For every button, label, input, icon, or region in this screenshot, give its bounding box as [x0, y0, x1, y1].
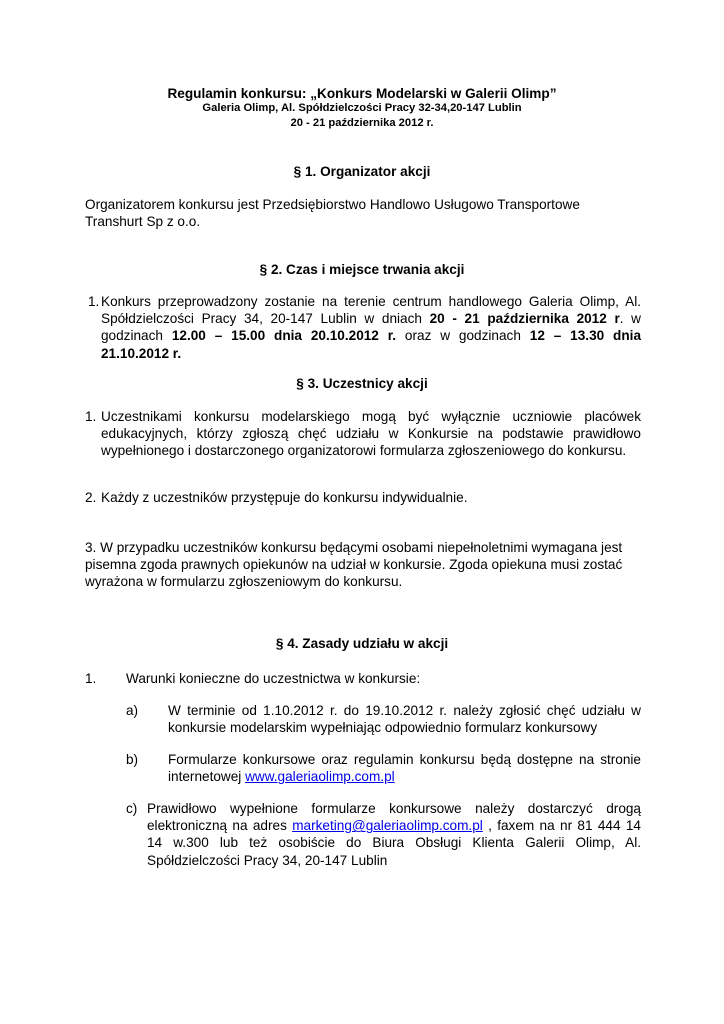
section-1-text-line-2: Transhurt Sp z o.o.	[85, 214, 201, 229]
section-4-a-label: a)	[126, 703, 139, 718]
section-2-heading: § 2. Czas i miejsce trwania akcji	[259, 262, 465, 277]
section-2-hours-day2-bold: 12 – 13.30 dnia 21.10.2012 r.	[101, 328, 641, 361]
section-4-b-label: b)	[126, 752, 139, 767]
section-2-hours-day1-bold: 12.00 – 15.00 dnia 20.10.2012 r.	[171, 328, 397, 344]
section-4-c-label: c)	[126, 801, 138, 816]
section-4-heading: § 4. Zasady udziału w akcji	[275, 636, 449, 651]
section-3-item-2-text: Każdy z uczestników przystępuje do konkursu indywidualnie.	[101, 490, 468, 505]
section-2-dates-bold: 20 - 21 października 2012 r	[429, 311, 620, 327]
section-2-text-part: oraz w godzinach	[396, 328, 530, 344]
section-4-b-text-part: Formularze konkursowe oraz regulamin konkursu będą dostępne na stronie internetowej	[168, 752, 641, 785]
section-1-heading: § 1. Organizator akcji	[293, 164, 431, 179]
section-3-heading: § 3. Uczestnicy akcji	[296, 376, 428, 391]
document-title: Regulamin konkursu: „Konkurs Modelarski w Galerii Olimp”	[167, 86, 557, 101]
section-4-a-text: W terminie od 1.10.2012 r. do 19.10.2012 r. należy zgłosić chęć udziału w konkursie modelarskim wypełniając odpowiednio formularz konkursowy	[168, 703, 641, 736]
section-2-item-number: 1.	[88, 294, 100, 309]
section-3-item-3-text: 3. W przypadku uczestników konkursu będącymi osobami niepełnoletnimi wymagana jest pisemna zgoda prawnych opiekunów na udział w konkursie. Zgoda opiekuna musi zostać wyrażona w formularzu zgłoszeniowym do konkursu.	[85, 540, 623, 590]
section-4-b-text	[168, 751, 641, 785]
document-address: Galeria Olimp, Al. Spółdzielczości Pracy 32-34,20-147 Lublin	[202, 102, 522, 114]
section-3-item-1-number: 1.	[85, 409, 97, 424]
section-3-item-1-text: Uczestnikami konkursu modelarskiego mogą być wyłącznie uczniowie placówek edukacyjnych, którzy zgłoszą chęć udziału w Konkursie na podstawie prawidłowo wypełnionego i dostarczonego organizatorowi formularza zgłoszeniowego do konkursu.	[101, 409, 641, 459]
section-1-text-line-1: Organizatorem konkursu jest Przedsiębiorstwo Handlowo Usługowo Transportowe	[85, 197, 580, 212]
section-4-c-text-part: , faxem na nr 81 444 14 14 w.300 lub też osobiście do Biura Obsługi Klienta Galerii Olimp, Al. Spółdzielczości Pracy 34, 20-147 Lublin	[147, 818, 641, 868]
section-4-c-text	[147, 800, 641, 869]
section-2-item-text	[101, 293, 641, 362]
section-4-c-text-part: Prawidłowo wypełnione formularze konkursowe należy dostarczyć drogą elektroniczną na adres	[147, 801, 641, 834]
document-dates: 20 - 21 października 2012 r.	[290, 117, 434, 129]
section-4-item-1-text: Warunki konieczne do uczestnictwa w konkursie:	[126, 671, 421, 686]
section-3-item-2-number: 2.	[85, 490, 97, 505]
section-2-text-part: . w godzinach	[101, 311, 641, 344]
email-link[interactable]: marketing@galeriaolimp.com.pl	[292, 818, 483, 834]
website-link[interactable]: www.galeriaolimp.com.pl	[245, 769, 395, 785]
section-4-item-1-number: 1.	[85, 671, 97, 686]
section-2-text-part: Konkurs przeprowadzony zostanie na terenie centrum handlowego Galeria Olimp, Al. Spółdzielczości Pracy 34, 20-147 Lublin w dniach	[101, 294, 641, 327]
